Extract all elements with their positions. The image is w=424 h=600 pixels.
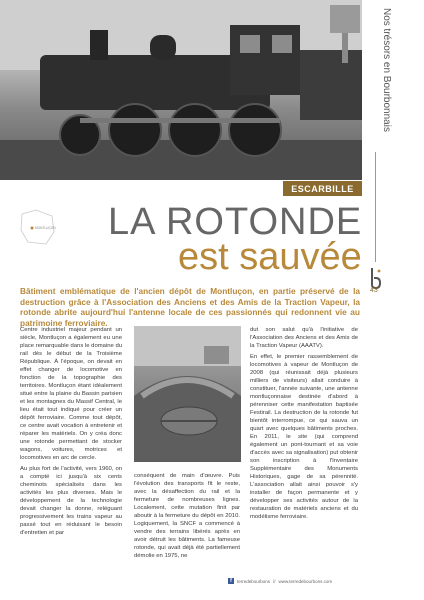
map-icon <box>18 208 58 248</box>
locomotive-photo <box>0 0 362 180</box>
facebook-icon[interactable]: f <box>228 578 234 584</box>
paragraph: Au plus fort de l'activité, vers 1960, on a compté ici jusqu'à six cents cheminots spécialisés dans les activités les plus diverses. Mais le développement de la technologie devait changer la donne, reléguant progressivement les trains vapeur au passé tout en réduisant le besoin d'entretien et par <box>20 466 122 536</box>
footer-separator: // <box>273 578 276 584</box>
footer-social[interactable]: terredebourbons <box>237 578 271 584</box>
page-number: 43 <box>370 287 378 294</box>
paragraph: dut son salut qu'à l'initiative de l'Association des Anciens et des Amis de la Traction Vapeur (AAATV). <box>250 327 358 349</box>
title-line-1: LA ROTONDE <box>108 201 363 243</box>
column-2 <box>134 472 240 563</box>
lead-paragraph: Bâtiment emblématique de l'ancien dépôt de Montluçon, en partie préservé de la destruction grâce à l'Association des Anciens et des Amis de la Traction Vapeur, la rotonde abrite aujourd'hui l'antenne locale de ces passionnés qui redonnent vie au patrimoine ferroviaire. <box>20 286 360 328</box>
side-divider <box>375 152 376 262</box>
section-tag: ESCARBILLE <box>283 181 362 196</box>
title-line-2: est sauvée <box>178 236 362 278</box>
paragraph: conséquent de main d'œuvre. Puis l'évolution des transports fit le reste, avec la désaffection du rail et la fermeture de nombreuses lignes. Localement, cette mutation finit par aboutir à la fermeture du dépôt en 2010. Logiquement, la SNCF a commencé à vendre des terrains libérés après en avoir détruit les bâtiments. La fameuse rotonde, qui avait déjà été partiellement démolie en 1975, ne <box>134 473 240 559</box>
rotonde-photo <box>134 326 241 462</box>
column-3 <box>250 326 358 524</box>
side-title <box>372 8 392 158</box>
footer-website[interactable]: www.terredebourbons.com <box>278 578 333 584</box>
logo-icon <box>370 267 382 289</box>
footer <box>228 578 332 584</box>
paragraph: En effet, le premier rassemblement de locomotives à vapeur de Montluçon de 2008 (qui réunissait déjà plusieurs milliers de visiteurs) allait conduire à constituer, l'année suivante, une antenne montluçonnaise destinée d'abord à pérenniser cette manifestation baptisée Festirail. La destruction de la rotonde fut bientôt interrompue, ce qui sauva un quart avec quelques bâtiments proches. En 2011, le site (qui comprend également un pont-tournant et sa voie d'accès avec sa signalisation) put obtenir son inscription à l'Inventaire Supplémentaire des Monuments Historiques, gage de sa pérennité. L'association allait ainsi pouvoir s'y installer de façon permanente et y développer ses activités autour de la restauration de matériels anciens et du modélisme ferroviaire. <box>250 354 358 520</box>
column-1 <box>20 326 122 540</box>
paragraph: Centre industriel majeur pendant un siècle, Montluçon a également eu une place remarquable dans le domaine du rail dès le début de la Troisième République. À l'époque, on devait en effet changer de locomotive en fonction de la topographie des territoires. Montluçon étant idéalement situé entre la plaine du Bassin parisien et les montagnes du Massif Central, le lieu était tout indiqué pour créer un dépôt ferroviaire. Comme tout dépôt, ce centre avait vocation à entretenir et réparer les matériels. On y créa donc une rotonde permettant de stocker wagons, voitures, motrices et locomotives en arc de cercle. <box>20 327 122 461</box>
map-label: MONTLUÇON <box>35 226 56 230</box>
side-title-text: Nos trésors en Bourbonnais <box>381 8 392 132</box>
